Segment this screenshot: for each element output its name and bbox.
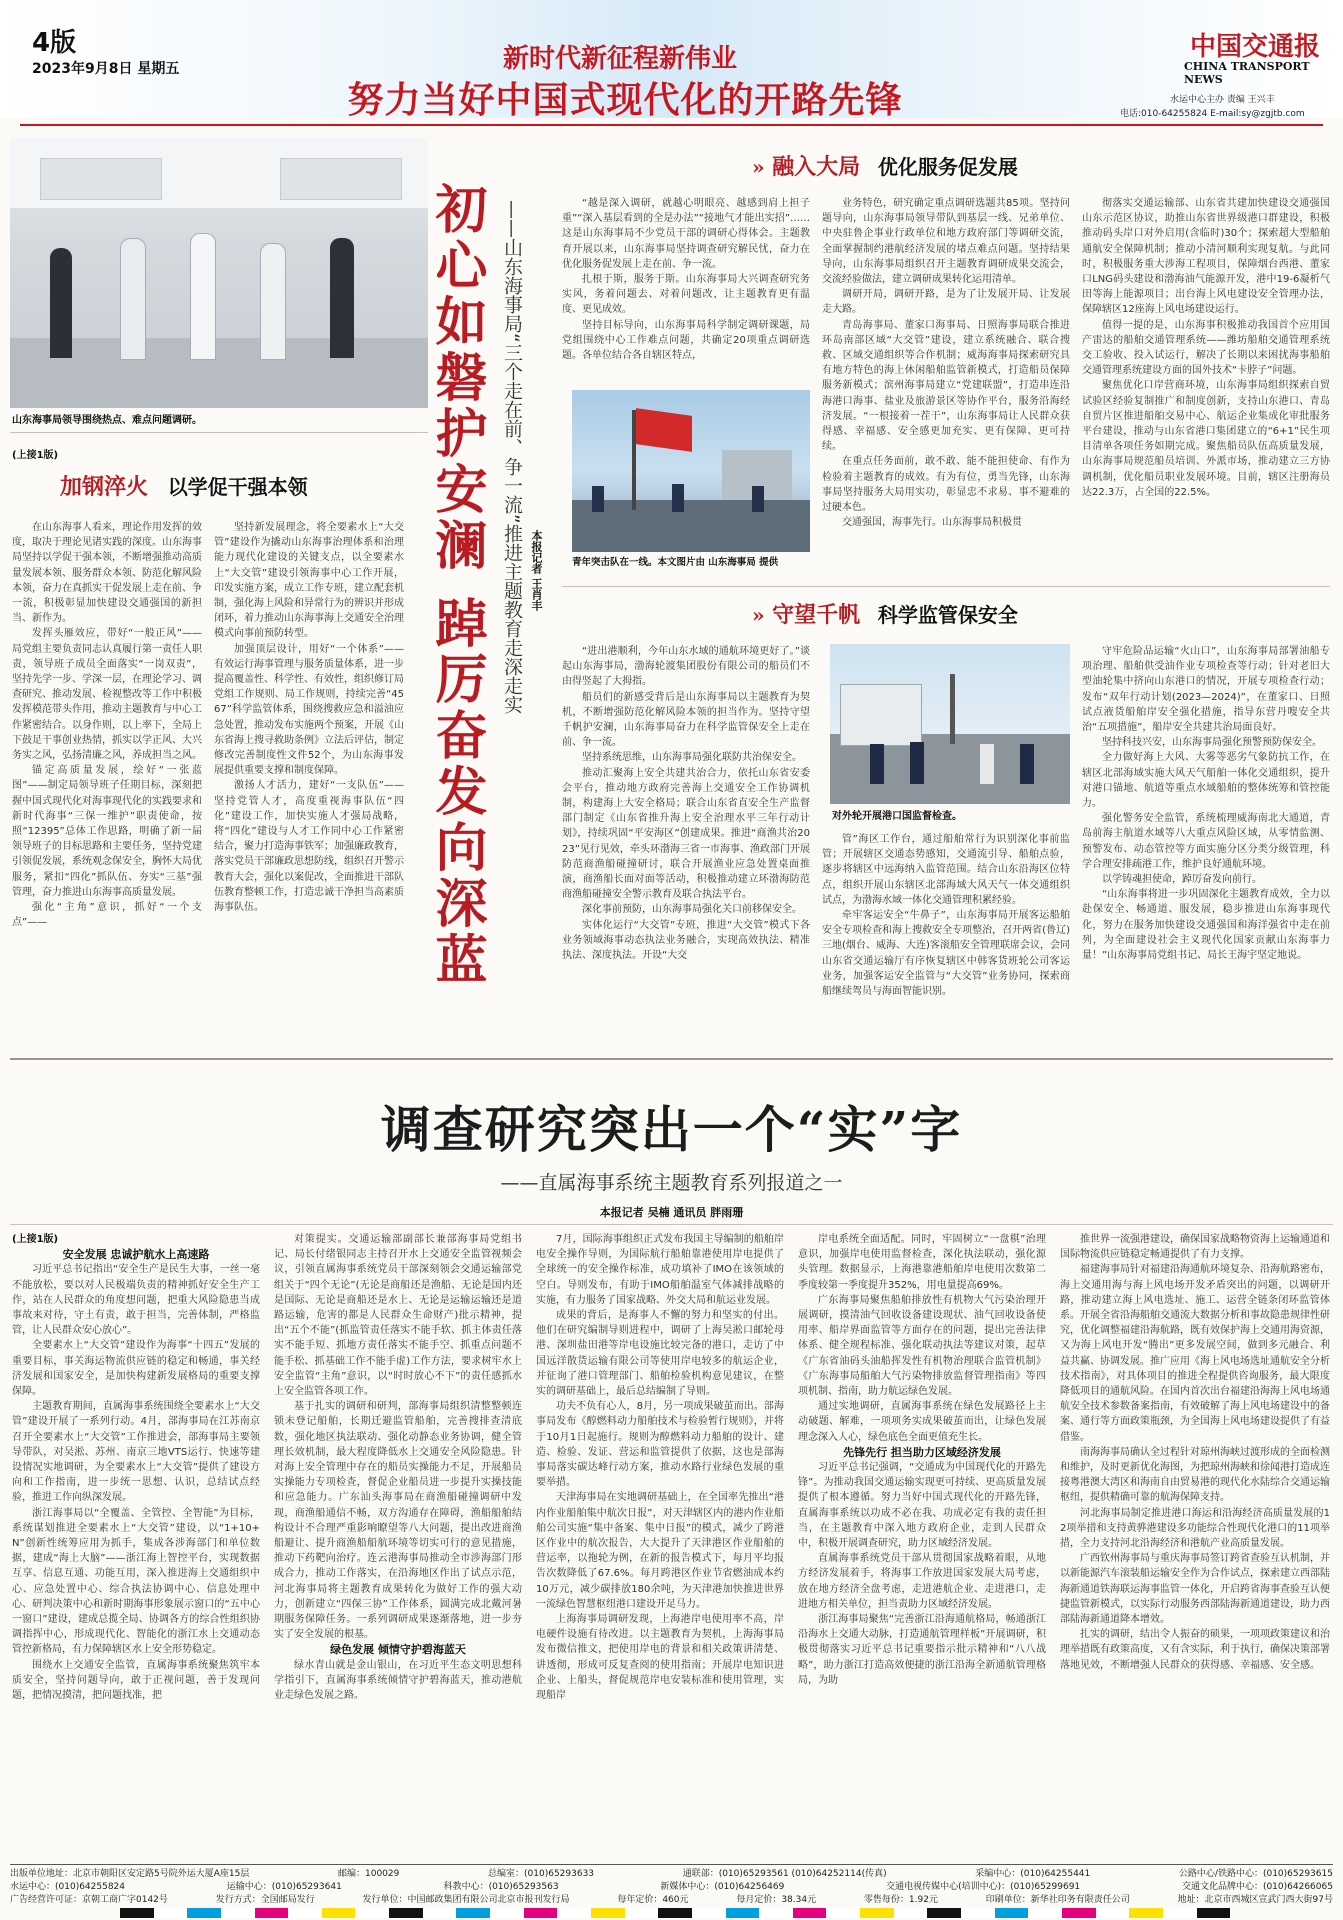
footer-line-1: 出版单位地址：北京市朝阳区安定路5号院外运大厦A座15层 邮编：100029 总编室：(010)65293633 通联部：(010)65293561 (010)64252114(传真) 采编中心：(010)64255441 公路中心/铁路中心：(010)65293615 <box>10 1869 1333 1879</box>
section-heading-3-sub: 科学监管保安全 <box>877 603 1018 627</box>
photo-leaders-research <box>10 138 428 408</box>
editor-line: 水运中心主办 责编 王兴丰 <box>1170 95 1275 105</box>
masthead-banner <box>0 0 1343 121</box>
article-col-e: 彻落实交通运输部、山东省共建加快建设交通强国山东示范区协议，助推山东省世界级港口群建设，积极推动码头岸口对外启用(含临时)30个；探索超大型船舶通航安全保障机制；推动小清河顺利实现复航。与此同时，积极服务重大涉海工程项目，保障烟台西港、董家口LNG码头建设和渤海油气能源开发，港中19-6凝析气田等海上能源项目；出台海上风电建设安全管理办法，保障辖区12座海上风电场建设运行。 值得一提的是，山东海事积极推动我国首个应用国产雷达的船舶交通管理系统——潍坊船舶交通管理系统交工验收、投入试运行，解决了长期以来困扰海事船舶交通管理系统建设方面的国外技术“卡脖子”问题。 聚焦优化口岸营商环境，山东海事局组织探索自贸试验区经验复制推广和制度创新，支持山东港口、青岛自贸片区推进船舶交易中心、航运企业集成化审批服务平台建设，推动与山东省港口集团建立的“6+1”民生项目清单各项任务如期完成。聚焦船员队伍高质量发展，山东海事局规范船员培训、外派市场，推动建立三方协调机制，优化船员职业发展环境。目前，辖区注册海员达22.3万，占全国的22.5%。 <box>1082 198 1330 498</box>
subhead-pioneer: 先锋先行 担当助力区域经济发展 <box>843 1445 1001 1459</box>
rule-mid <box>10 1058 1333 1060</box>
headline-kicker: 新时代新征程新伟业 <box>502 44 737 74</box>
rule-section3 <box>562 586 1330 587</box>
chevron-icon: » <box>752 603 765 627</box>
page-number: 4版 <box>32 28 77 58</box>
photo-youth-caption: 青年突击队在一线。本文图片由 山东海事局 提供 <box>572 557 779 568</box>
header-rule <box>20 124 1323 126</box>
footer-rule <box>10 1864 1333 1865</box>
section-heading-3 <box>752 598 1018 629</box>
subhead-safety: 安全发展 忠诚护航水上高速路 <box>62 1248 210 1262</box>
bottom-col-4: 岸电系统全面适配。同时，牢固树立“一盘棋”治理意识，加强岸电使用监督检查，深化执法联动，强化源头管理。数据显示，上海港靠港船舶岸电使用次数第二季度较第一季度提升352%，用电量提高69%。 广东海事局聚焦船舶排放性有机物大气污染治理开展调研，摸清油气回收设备建设现状、油气回收设备使用率、船岸界面监管等方面存在的问题，提出完善法律体系、健全规程标准、强化联动执法等建议对策，起草《广东省油码头油船挥发性有机物治理联合监管机制》《广东海事局船舶大气污染物排放监督管理指南》等四项机制、指南，助力航运绿色发展。 通过实地调研，直属海事系统在绿色发展路径上主动破题、解难，一项项务实成果破茧而出，让绿色发展理念深入人心，绿色底色全面更值充生长。 先锋先行 担当助力区域经济发展 习近平总书记强调，“交通成为中国现代化的开路先锋”。为推动我国交通运输实现更可持续、更高质量发展提供了根本遵循。努力当好中国式现代化的开路先锋，直属海事系统以功成不必在我、功成必定有我的责任担当，在主题教育中深入地方政府企业，走到人民群众中，积极开展调查研究，助力区域经济发展。 直属海事系统党员干部从贯彻国家战略着眼，从地方经济发展着手，将海事工作放进国家发展大局考虑，放在地方经济全盘考虑，走进港航企业、走进港口，走进地方相关单位，担当责助力区域经济发展。 浙江海事局聚焦“完善浙江沿海通航格局，畅通浙江沿海水上交通大动脉，打造通航管理样板”开展调研，积极贯彻落实习近平总书记重要指示批示精神和“八八战略”，助力浙江打造高效便捷的浙江沿海全新通航管理格局，为助 <box>798 1234 1046 1686</box>
bottom-col-1: (上接1版) 安全发展 忠诚护航水上高速路 习近平总书记指出“安全生产是民生大事，一丝一毫不能放松，要以对人民极端负责的精神抓好安全生产工作，站在人民群众的角度想问题，把重大风险隐患当成事故来对待，守土有责，敢于担当，完善体制，严格监管，让人民群众安心放心”。 全要素水上“大交管”建设作为海事“十四五”发展的重要目标，事关海运物流供应链的稳定和畅通，事关经济发展和国家安全，是加快构建新发展格局的重要支撑保障。 主题教育期间，直属海事系统围绕全要素水上“大交管”建设开展了一系列行动。4月，部海事局在江苏南京召开全要素水上“大交管”工作推进会，部海事局主要领导带队，对吴淞、苏州、南京三地VTS运行、快速等建设情况实地调研，为全要素水上“大交管”提供了建设方向和工作指南，进一步统一思想、认识，总结试点经验，推进工作向纵深发展。 浙江海事局以“全覆盖、全管控、全智能”为目标，系统谋划推进全要素水上“大交管”建设，以“1+10+N”创新性统筹应用为抓手，集成各涉海部门和单位数据，建成“海上大脑”——浙江海上智控平台，实现数据互享、信息互通、功能互用，深入推进海上交通组织中心、应急处置中心、综合执法协调中心、信息处理中心、研判决策中心和新时期海事形象展示窗口的“五中心一窗口”建设，建成总揽全局、协调各方的综合性组织协调指挥中心，形成现代化、智能化的浙江水上交通动态管控新格局，有力保障辖区水上安全形势稳定。 围绕水上交通安全监管，直属海事系统聚焦筑牢本质安全，坚持问题导向，敢于正视问题，善于发现问题，把情况摸清，把问题找准，把 <box>12 1234 260 1702</box>
bottom-feature-title: 调查研究突出一个“实”字 <box>380 1100 963 1159</box>
issue-date: 2023年9月8日 星期五 <box>32 61 180 77</box>
color-registration-bar <box>120 1908 1230 1918</box>
feature-subtitle-vertical: ——山东海事局“三个走在前、争一流”推进主题教育走深走实 <box>501 200 523 714</box>
bottom-feature-byline: 本报记者 吴楠 通讯员 胖雨珊 <box>599 1206 744 1219</box>
article-col-a: 在山东海事人看来，理论作用发挥的效度，取决于理论见诸实践的深度。山东海事局坚持以学促干强本领，不断增强推动高质量发展本领、服务群众本领、防范化解风险本领，奋力在真抓实干促发展上走在前、争一流，积极彰显加快建设交通强国的新担当、新作为。 发挥头雁效应，带好“一般正风”——局党组主要负责同志认真履行第一责任人职责，领导班子成员全面落实“一岗双责”，坚持先学一步、学深一层，在理论学习、调查研究、推动发展、检视整改等工作中积极发挥模范带头作用，推动主题教育与中心工作紧密结合。以身作则，以上率下，全局上下鼓足干事创业热情，抓实以学正风、大兴务实之风，弘扬清廉之风，养成担当之风。 锚定高质量发展，绘好“一张蓝图”——制定局领导班子任期目标，深刻把握中国式现代化对海事现代化的实践要求和新时代海事“三保一维护”职责使命，按照“12395”总体工作思路，明确了新一届领导班子的目标思路和主要任务，坚持党建引领促发展，系统观念保安全，胸怀大局优服务，紧扣“四化”抓队伍、夯实“三基”强管理，奋力推进山东海事高质量发展。 强化“主角”意识，抓好“一个支点”—— <box>12 522 202 929</box>
photo-port-caption: 对外轮开展港口国监督检查。 <box>832 811 962 822</box>
bottom-col-2: 对策提实。交通运输部副部长兼部海事局党组书记、局长付绪银同志主持召开水上交通安全监管视频会议，引领直属海事系统党员干部深刻领会交通运输部党组关于“四个无论”(无论是商船还是渔船、无论是国内还是国际、无论是商船还是水上、无论是运输运输还是道路运输，危害的都是人民群众生命财产)批示精神，提出“五个不能”(抓监管责任落实不能手软、抓主体责任落实不能手短、抓地方责任落实不能手空、抓重点问题不能手松、抓基础工作不能手虚)工作方法，要求树牢水上安全监管“主角”意识，以“时时放心不下”的责任感抓水上安全监管各项工作。 基于扎实的调研和研判，部海事局组织清整整顿连锁未登记船舶，长期迁避监管船舶，完善搜排查清底数，强化地区执法联动、强化动静态业务协调，健全管理长效机制，最大程度降低水上交通安全风险隐患。针对海上安全管理中存在的船员实操能力不足，开展船员实操能力专项检查，督促企业船员进一步提升实操技能和应急能力。广东汕头海事局在商渔船碰撞调研中发现，商渔船通信不畅，双方沟通存在障碍，渔船船舶结构设计不合理严重影响瞭望等八大问题，提出改进商渔船避让、提升商渔船船航环境等切实可行的意见措施，推动下药靶向治疗。连云港海事局推动全市涉海部门形成合力，推动工作落实，在沿海地区作出了试点示范，河北海事局将主题教育成果转化为做好工作的强大动力，创新建立“四保三协”工作体系，圆满完成北戴河暑期服务保障任务。一系列调研成果逐渐落地，进一步夯实了安全发展的根基。 绿色发展 倾情守护碧海蓝天 绿水青山就是金山银山，在习近平生态文明思想科学指引下，直属海事系统倾情守护碧海蓝天，推动港航业走绿色发展之路。 <box>274 1234 522 1702</box>
article-col-d: 业务特色，研究确定重点调研选题共85项。坚持问题导向，山东海事局领导带队到基层一线、兄弟单位、中央驻鲁企事业行政单位和地方政府部门等调研交流，全面掌握制约港航经济发展的堵点难点问题。坚持结果导向，山东海事局组织召开主题教育调研成果交流会，交流经验做法，建立调研成果转化运用清单。 调研开局，调研开路，是为了让发展开局、让发展走大路。 青岛海事局、董家口海事局、日照海事局联合推进环岛南部区域“大交管”建设，建立系统融合、联合搜救、区域交通组织等合作机制；威海海事局探索研究具有地方特色的海上休闲船舶监管新模式，打造船员保障服务新模式；滨州海事局建立“党建联盟”，打造串连沿海港口海事、盐业及旅游景区等协作平台，服务沿海经济发展。“一根接着一茬干”，山东海事局让人民群众获得感、幸福感、安全感更加充实、更有保障、更可持续。 在重点任务面前，敢不敢、能不能担使命、有作为检验着主题教育的成效。有为有位，勇当先锋，山东海事局坚持服务大局用实功，彰显忠不求易、事不避难的过硬本色。 交通强国，海事先行。山东海事局积极贯 <box>822 198 1070 529</box>
feature-byline: 本报记者 王肖丰 <box>530 530 543 611</box>
paper-logo-en: CHINA TRANSPORT NEWS <box>1184 60 1310 86</box>
rule-photo1 <box>10 432 428 433</box>
article-col-h: 守牢危险品运输“火山口”，山东海事局部署油船专项治理、船舶供受油作业专项检查等行动；针对老旧大型油轮集中挤向山东港口的情况，开展专项检查行动；发布“双年行动计划(2023—2024)”，在董家口、日照试点液货船舶岸安全强化措施，指导东营丹嗖安全共治“五项措施”，船岸安全共建共治局面良好。 坚持科技兴安，山东海事局强化预警预防保安全。 全力做好海上大风、大雾等恶劣气象防抗工作，在辖区北部海域实施大风天气船舶一体化交通组织，提升对港口锚地、航道等重点水域船舶的整体统筹和管控能力。 强化警务安全监管，系统梳理威海南北大通道，青岛前海主航道水域等八大重点风险区域，从零情监测、预警发布、动态管控等方面实施分区分类分级管理，科学合理安排疏港工作，维护良好通航环境。 以学铸魂担使命，踔厉奋发向前行。 “山东海事将进一步巩固深化主题教育成效，全力以赴保安全、畅通道、服发展，稳步推进山东海事现代化，努力在服务加快建设交通强国和海洋强省中走在前列，为全面建设社会主义现代化国家贡献山东海事力量！”山东海事局党组书记、局长王海宇坚定地说。 <box>1082 646 1330 962</box>
article-col-b: 坚持新发展理念，将全要素水上“大交管”建设作为撬动山东海事治理体系和治理能力现代化建设的关键支点，以全要素水上“大交管”建设引领海事中心工作开展，印发实施方案，成立工作专班，建立配套机制，强化海上风险和异常行为的辨识并形成闭环，着力推动山东海事海上交通安全治理模式向事前预防转型。 加强顶层设计，用好“一个体系”——有效运行海事管理与服务质量体系，进一步提高覆盖性、科学性、有效性，组织修订局党组工作规则、局工作规则，持续完善“4567”科学监管体系，围绕搜救应急和溢油应急处置，推动发布实施两个预案，开展《山东省海上搜寻救助条例》立法后评估，制定修改完善制度性文件52个，为山东海事发展提供重要支撑和制度保障。 激扬人才活力，建好“一支队伍”——坚持党管人才，高度重视海事队伍“四化”建设工作，加快实施人才强局战略，将“四化”建设与人才工作同中心工作紧密结合，聚力打造海事铁军；加强廉政教育，落实党员干部廉政思想防线，组织召开警示教育大会，强化以案促改，全面推进干部队伍教育整顿工作，打造忠诚干净担当高素质海事队伍。 <box>214 522 404 914</box>
section-heading-1 <box>60 470 308 501</box>
photo-youth-team <box>572 390 810 552</box>
footer-info <box>10 1868 1333 1907</box>
bottom-feature-subtitle: ——直属海事系统主题教育系列报道之一 <box>500 1172 843 1194</box>
section-heading-2-sub: 优化服务促发展 <box>877 155 1018 179</box>
photo-port-inspection <box>830 644 1070 804</box>
article-col-f: “进出港顺利，今年山东水域的通航环境更好了。”谈起山东海事局，渤海轮渡集团股份有限公司的船员们不由得竖起了大拇指。 船员们的新感受背后是山东海事局以主题教育为契机，不断增强防范化解风险本领的担当作为。坚持守望千帆护安澜，山东海事局奋力在科学监管保安全上走在前、争一流。 坚持系统思维，山东海事局强化联防共治保安全。 推动汇聚海上安全共建共治合力，依托山东省安委会平台，推动地方政府完善海上交通安全工作协调机制，构建海上大安全格局；联合山东省直安全生产监督部门制定《山东省推升海上安全治理水平三年行动计划》，持续巩固“平安海区”创建成果。推进“商渔共治2023”见行见效，牵头环渤海三省一市海事、渔政部门开展防范商渔船碰撞研讨，联合开展渔业应急处置桌面推演，商渔船长面对面等活动，积极推动建立环渤海防范商渔船碰撞安全警示教育及联合执法平台。 深化事前预防，山东海事局强化关口前移保安全。 实体化运行“大交管”专班，推进“大交管”模式下各业务领域海事动态执法业务融合，实现高效执法、精准执法、深度执法。开设“大交 <box>562 646 810 962</box>
bottom-col-3: 7月，国际海事组织正式发布我国主导编制的船舶岸电安全操作导则，为国际航行船舶靠港使用岸电提供了全球统一的安全操作标准，成功填补了IMO在该领域的空白。导则发布，有助于IMO船舶温室气体减排战略的实施，有力服务了国家战略、外交大局和航运业发展。 成果的背后，是海事人不懈的努力和坚实的付出。他们在研究编制导则进程中，调研了上海吴淞口邮轮母港、深圳盐田港等岸电设施比较完备的港口，走访了中国远洋散货运输有限公司等使用岸电较多的航运企业，并征询了港口管理部门、船舶检验机构意见建议，在整实的调研基础上，最后总结编制了导则。 功夫不负有心人，8月，另一项成果破茧而出。部海事局发布《醇燃料动力船舶技术与检验暂行规则》，并将于10月1日起施行。规则为醇燃料动力船舶的设计、建造、检验、发证、营运和监管提供了依据，这也是部海事局落实碳达峰行动方案，推动水路行业绿色发展的重要举措。 天津海事局在实地调研基础上，在全国率先推出“港内作业船舶集中航次日报”，对天津辖区内的港内作业船舶公司实施“集中备案、集中日报”的模式，减少了跨港区作业中的航次报告，大大提升了天津港区作业船舶的营运率，以拖轮为例，在新的报告模式下，每月平均报告次数降低了67.6%。每月跨港区作业节省燃油成本约10万元，减少碳排放180余吨，为天津港加快推进世界一流绿色智慧枢纽港口建设开足马力。 上海海事局调研发现，上海港岸电使用率不高，岸电硬件设施有待改进。以主题教育为契机，上海海事局发布微信推文，把使用岸电的背景和相关政策讲清楚、讲透彻，形成可反复查阅的使用指南；开展岸电知识进企业、上船头，督促规范岸电安装标准和使用管理，实现船岸 <box>536 1234 784 1702</box>
contact-line: 电话:010-64255824 E-mail:sy@zgjtb.com <box>1120 109 1305 119</box>
section-heading-1-title: 加钢淬火 <box>60 474 149 500</box>
paper-logo: 中国交通报 <box>1190 32 1321 62</box>
subhead-green: 绿色发展 倾情守护碧海蓝天 <box>330 1643 466 1657</box>
continued-label-2: (上接1版) <box>12 1234 59 1245</box>
footer-line-2: 水运中心：(010)64255824 运输中心：(010)65293641 科教中心：(010)65293563 新媒体中心：(010)64256469 交通电视传媒中心(培训中心)：(010)65299691 交通文化品牌中心：(010)64266065 <box>10 1882 1333 1892</box>
section-heading-2-title: 融入大局 <box>772 154 861 180</box>
feature-title-vertical: 初心如磐护安澜 踔厉奋发向深蓝 <box>426 182 487 989</box>
article-col-g: 管”海区工作台，通过船舶常行为识别深化事前监管；开展辖区交通态势感知，交通流引导、船舶点验，逐步将辖区中远海纳入监管范围。结合山东沿海区位特点，组织开展山东辖区北部海域大风天气一体交通组织试点，为渤海水域一体化交通管理积累经验。 牵牢客运安全“牛鼻子”，山东海事局开展客运船舶安全专项检查和海上搜救安全专项整治，召开两省(鲁辽)三地(烟台、威海、大连)客滚船安全管理联席会议，会同山东省交通运输厅有序恢复辖区中韩客货班轮公司客运业务，加强客运安全监管与“大交管”业务协同，探索商船继续驾员与海面智能识别。 <box>822 834 1070 998</box>
continued-label: (上接1版) <box>12 450 59 461</box>
chevron-icon: » <box>752 155 765 179</box>
page-headline: 努力当好中国式现代化的开路先锋 <box>347 79 903 121</box>
bottom-col-5: 推世界一流强港建设，确保国家战略物资海上运输通道和国际物流供应链稳定畅通提供了有力支撑。 福建海事局针对福建沿海通航环境复杂、沿海航路密布，海上交通用海与海上风电场开发矛盾突出的问题，以调研开路，推动建立海上风电选址、施工、运营全链条闭环监管体系。开展全省沿海船舶交通流大数据分析和事故隐患规律性研究，优化调整福建沿海航路，既有效保护海上交通用海资源，又为海上风电开发“腾出”更多发展空间，做到多元融合、利益共赢、协调发展。推广应用《海上风电场选址通航安全分析技术指南》，对具体项目的推进全程提供咨询服务，最大限度降低项目的通航风险。在国内首次出台福建沿海海上风电场通航安全技术参数备案指南，有效破解了海上风电场建设中的备案、通行等方面政策瓶颈，为全国海上风电场建设提供了有益借鉴。 南海海事局确认全过程针对琼州海峡过渡形成的全面检测和维护，及时更新优化海图，为把琼州海峡和徐闻港打造成连接粤港澳大湾区和海南自由贸易港的现代化水陆综合交通运输枢纽，提供精确可靠的航海保障支持。 河北海事局制定推进港口海运和沿海经济高质量发展的12项举措和支持黄骅港建设多功能综合性现代化港口的11项举措，全力支持河北沿海经济和港航产业高质量发展。 广西钦州海事局与重庆海事局签订跨省查验互认机制，并以新能源汽车滚装船运输安全作为合作试点，探索建立西部陆海新通道铁海联运海事监管一体化，开启跨省海事查验互认便捷监管新模式，以实际行动服务西部陆海新通道建设，助力西部陆海新通道降本增效。 扎实的调研，结出令人振奋的硕果，一项项政策建议和治理举措既有政策高度，又有含实际，利于执行，确保决策部署落地见效，不断增强人民群众的获得感、幸福感、安全感。 <box>1060 1234 1330 1671</box>
section-heading-1-sub: 以学促干强本领 <box>167 475 308 499</box>
article-col-c: “越是深入调研，就越心明眼亮、越感到肩上担子重”“深入基层看到的全是办法”“接地气才能出实招”……这是山东海事局不少党员干部的调研心得体会。主题教育开展以来，山东海事局坚持调查研究解民忧，奋力在优化服务促发展上走在前、争一流。 扎根于斯，服务于斯。山东海事局大兴调查研究务实风，务着问题去、对着问题改，让主题教育更有温度、更见成效。 坚持目标导向，山东海事局科学制定调研课题，局党组围绕中心工作难点问题，共确定20项重点调研选题。各单位结合各自辖区特点， <box>562 198 810 362</box>
footer-line-3: 广告经营许可证：京朝工商广字0142号 发行方式：全国邮局发行 发行单位：中国邮政集团有限公司北京市报刊发行局 每年定价：460元 每月定价：38.34元 零售每份：1.92元 印刷单位：新华社印务有限责任公司 地址：北京市西城区宣武门西大街97号 <box>10 1895 1333 1905</box>
photo-leaders-caption: 山东海事局领导围绕热点、难点问题调研。 <box>12 415 202 426</box>
section-heading-3-title: 守望千帆 <box>772 602 861 628</box>
rule-bottom-title <box>10 1224 1333 1225</box>
section-heading-2 <box>752 150 1018 181</box>
